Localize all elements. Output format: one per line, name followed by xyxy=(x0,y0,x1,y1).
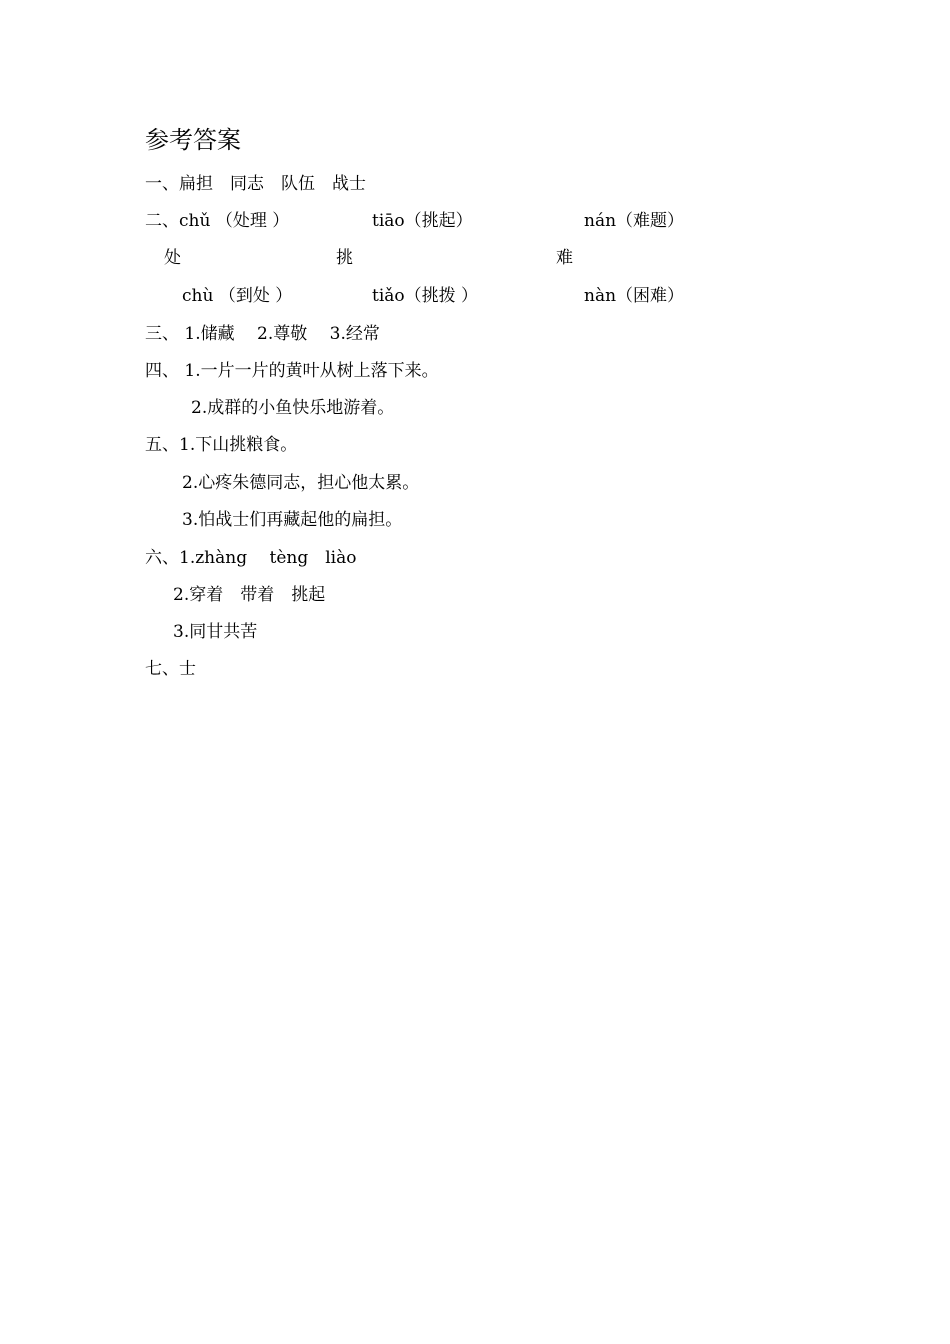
answer-q6-line1: 六、1.zhàng tèng liào xyxy=(145,548,357,568)
answer-q4-line2: 2.成群的小鱼快乐地游着。 xyxy=(191,398,395,418)
answer-q2-row1 xyxy=(145,209,745,233)
answer-q1: 一、扁担 同志 队伍 战士 xyxy=(145,174,366,194)
answer-q5-line2: 2.心疼朱德同志，担心他太累。 xyxy=(182,473,420,493)
answer-q2-row3 xyxy=(145,284,745,308)
answer-q2-row1-col2: tiāo（挑起） xyxy=(372,211,473,231)
answer-q2-row1-col3: nán（难题） xyxy=(584,211,685,231)
answer-q2-row3-col1: chù （到处 ） xyxy=(182,286,293,306)
answer-q2-row2-col1: 处 xyxy=(164,248,181,268)
answer-q2-row3-col2: tiǎo（挑拨 ） xyxy=(372,286,479,306)
answer-q3: 三、 1.储藏 2.尊敬 3.经常 xyxy=(145,324,380,344)
answer-q2-row2 xyxy=(145,246,745,270)
answer-q6-line2: 2.穿着 带着 挑起 xyxy=(173,585,326,605)
answer-q2-row1-col1: 二、chǔ （处理 ） xyxy=(145,211,290,231)
answer-q5-line1: 五、1.下山挑粮食。 xyxy=(145,435,298,455)
answer-q5-line3: 3.怕战士们再藏起他的扁担。 xyxy=(182,510,403,530)
answer-q7: 七、士 xyxy=(145,659,196,679)
answer-q2-row2-col2: 挑 xyxy=(336,248,353,268)
answer-q6-line3: 3.同甘共苦 xyxy=(173,622,258,642)
answer-q4-line1: 四、 1.一片一片的黄叶从树上落下来。 xyxy=(145,361,439,381)
answer-q2-row3-col3: nàn（困难） xyxy=(584,286,685,306)
page-title: 参考答案 xyxy=(145,126,241,154)
answer-q2-row2-col3: 难 xyxy=(556,248,573,268)
